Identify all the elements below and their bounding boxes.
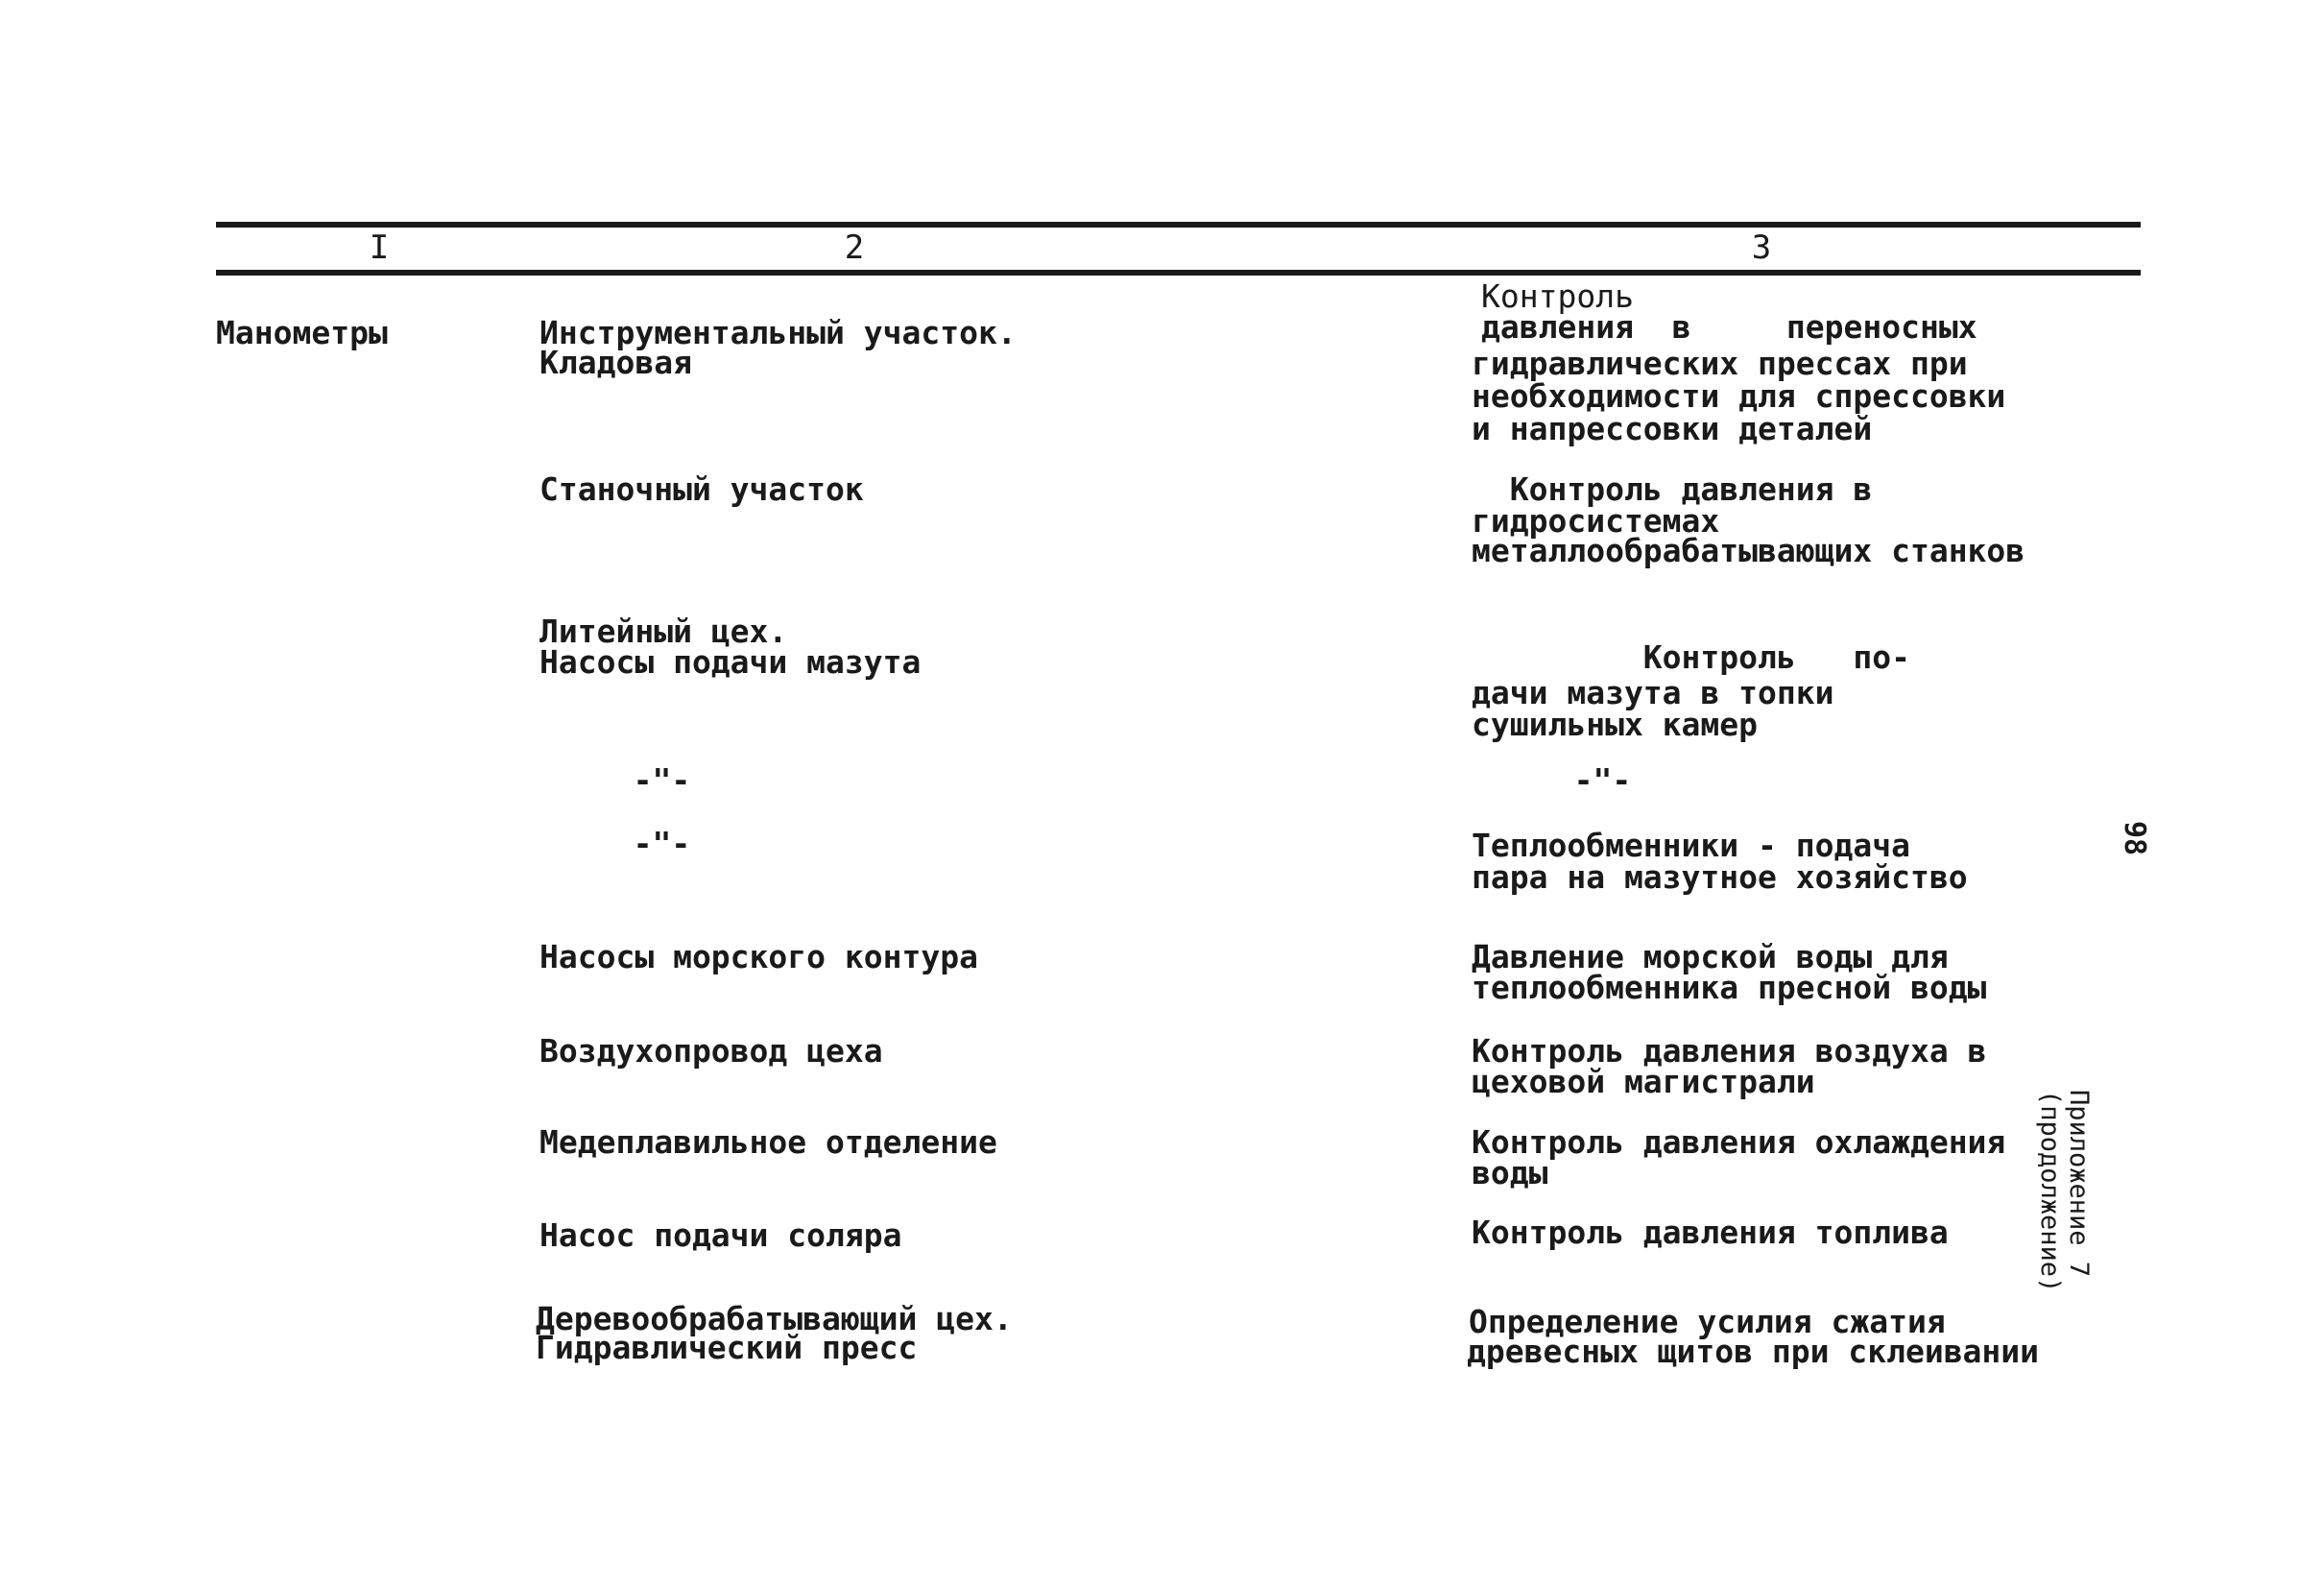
location-line: Насосы подачи мазута — [539, 643, 922, 681]
appendix-title: Приложение 7 — [2064, 1090, 2094, 1278]
location-line: Медеплавильное отделение — [539, 1123, 997, 1161]
column-header-3: 3 — [1751, 229, 1772, 267]
table-header-rule — [216, 270, 2141, 276]
location-line: Насосы морского контура — [539, 938, 978, 975]
appendix-continued: (продолжение) — [2035, 1090, 2065, 1293]
location-line: Станочный участок — [539, 470, 864, 508]
purpose-line: Контроль по- — [1472, 638, 1910, 676]
location-line: Литейный цех. — [539, 613, 788, 650]
purpose-line: Контроль давления охлаждения — [1472, 1123, 2006, 1161]
purpose-line: Контроль давления в — [1472, 470, 1873, 508]
location-line: Деревообрабатывающий цех. — [536, 1300, 1013, 1337]
purpose-line: цеховой магистрали — [1472, 1063, 1815, 1100]
column-header-2: 2 — [844, 229, 865, 267]
location-line: Кладовая — [539, 344, 692, 381]
location-line: Воздухопровод цеха — [539, 1032, 883, 1070]
purpose-line: Давление морской воды для — [1472, 938, 1949, 975]
purpose-line: необходимости для спрессовки — [1472, 377, 2006, 415]
purpose-line: гидравлических прессах при — [1472, 345, 1968, 382]
purpose-line: и напрессовки деталей — [1472, 410, 1873, 447]
location-line: Гидравлический пресс — [536, 1329, 918, 1366]
purpose-line: дачи мазута в топки — [1472, 674, 1834, 711]
purpose-line: Контроль давления топлива — [1472, 1214, 1949, 1251]
page-number: 98 — [2118, 821, 2151, 856]
purpose-line: давления в переносных — [1481, 308, 1977, 346]
location-line: Инструментальный участок. — [539, 314, 1017, 351]
purpose-line: древесных щитов при склеивании — [1467, 1333, 2040, 1370]
table-top-rule — [216, 222, 2141, 228]
purpose-line: гидросистемах — [1472, 502, 1720, 540]
location-line: Насос подачи соляра — [539, 1216, 902, 1254]
purpose-line: металлообрабатывающих станков — [1472, 532, 2025, 569]
device-name: Манометры — [216, 314, 388, 351]
purpose-line: теплообменника пресной воды — [1472, 969, 1987, 1006]
ditto-mark: -"- — [1517, 761, 1632, 799]
purpose-line: пара на мазутное хозяйство — [1472, 858, 1968, 896]
purpose-line: Контроль — [1481, 277, 1634, 315]
appendix-note — [2035, 1090, 2093, 1292]
purpose-line: воды — [1472, 1154, 1548, 1191]
ditto-mark: -"- — [576, 825, 691, 862]
column-header-1: I — [369, 229, 390, 267]
purpose-line: сушильных камер — [1472, 706, 1759, 743]
purpose-line: Определение усилия сжатия — [1469, 1303, 1946, 1340]
purpose-line: Теплообменники - подача — [1472, 827, 1910, 864]
ditto-mark: -"- — [576, 761, 691, 799]
purpose-line: Контроль давления воздуха в — [1472, 1032, 1987, 1070]
